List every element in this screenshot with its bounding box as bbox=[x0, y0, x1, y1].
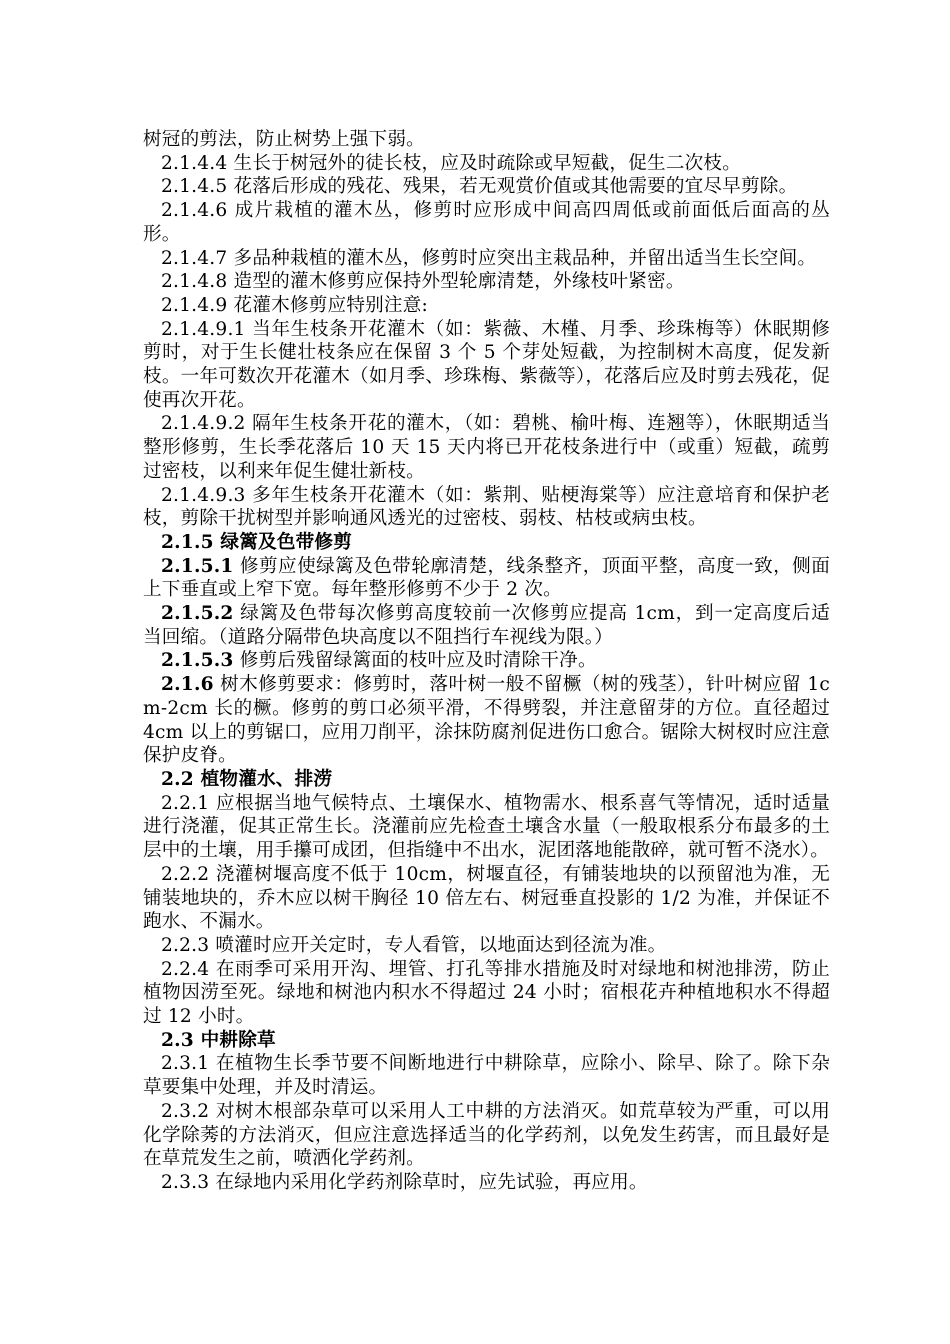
paragraph-text: 2.1.5 绿篱及色带修剪 bbox=[161, 531, 352, 553]
paragraph-text: 2.2.4 在雨季可采用开沟、埋管、打孔等排水措施及时对绿地和树池排涝，防止植物因涝至死。绿地和树池内积水不得超过 24 小时；宿根花卉种植地积水不得超过 12 小时。 bbox=[143, 958, 830, 1028]
paragraph-text: 2.1.4.9 花灌木修剪应特别注意: bbox=[161, 294, 428, 316]
paragraph-text: 2.1.4.9.3 多年生枝条开花灌木（如：紫荆、贴梗海棠等）应注意培育和保护老枝，剪除干扰树型并影响通风透光的过密枝、弱枝、枯枝或病虫枝。 bbox=[143, 484, 830, 530]
paragraph-text: 2.1.4.5 花落后形成的残花、残果，若无观赏价值或其他需要的宜尽早剪除。 bbox=[161, 176, 798, 198]
paragraph-text: 2.1.4.6 成片栽植的灌木丛，修剪时应形成中间高四周低或前面低后面高的丛形。 bbox=[143, 200, 830, 245]
paragraph bbox=[143, 602, 830, 649]
section-heading bbox=[143, 1029, 830, 1053]
paragraph bbox=[143, 412, 830, 483]
paragraph bbox=[143, 199, 830, 246]
paragraph-text: 2.2.3 喷灌时应开关定时，专人看管，以地面达到径流为准。 bbox=[161, 934, 667, 956]
paragraph bbox=[143, 294, 830, 318]
paragraph-text: 2.1.4.9.1 当年生枝条开花灌木（如：紫薇、木槿、月季、珍珠梅等）休眠期修剪时，对于生长健壮枝条应在保留 3 个 5 个芽处短截，为控制树木高度，促发新枝。一年可数次开花灌木（如月季、珍珠梅、紫薇等），花落后应及时剪去残花，促使再次开花。 bbox=[143, 318, 830, 411]
paragraph bbox=[143, 128, 830, 152]
paragraph bbox=[143, 318, 830, 413]
document-body bbox=[143, 128, 830, 1195]
paragraph-text: 树冠的剪法，防止树势上强下弱。 bbox=[143, 129, 425, 150]
paragraph bbox=[143, 1052, 830, 1099]
paragraph-text: 2.1.4.8 造型的灌木修剪应保持外型轮廓清楚，外缘枝叶紧密。 bbox=[161, 271, 685, 293]
paragraph bbox=[143, 484, 830, 531]
paragraph-text: 2.3.2 对树木根部杂草可以采用人工中耕的方法消灭。如荒草较为严重，可以用化学除莠的方法消灭，但应注意选择适当的化学药剂，以免发生药害，而且最好是在草荒发生之前，喷洒化学药剂。 bbox=[143, 1100, 830, 1170]
paragraph bbox=[143, 958, 830, 1029]
paragraph-text: 2.3.1 在植物生长季节要不间断地进行中耕除草，应除小、除早、除了。除下杂草要集中处理，并及时清运。 bbox=[143, 1053, 830, 1099]
paragraph bbox=[143, 1100, 830, 1171]
paragraph-text: 2.3.3 在绿地内采用化学药剂除草时，应先试验，再应用。 bbox=[161, 1171, 648, 1193]
paragraph bbox=[143, 175, 830, 199]
paragraph-text: 2.1.4.9.2 隔年生枝条开花的灌木，（如：碧桃、榆叶梅、连翘等），休眠期适当整形修剪，生长季花落后 10 天 15 天内将已开花枝条进行中（或重）短截，疏剪过密枝，以利来年促生健壮新枝。 bbox=[143, 413, 830, 482]
paragraph-text: 2.1.4.4 生长于树冠外的徒长枝，应及时疏除或早短截，促生二次枝。 bbox=[161, 152, 741, 174]
paragraph bbox=[143, 792, 830, 863]
paragraph-text: 2.1.4.7 多品种栽植的灌木丛，修剪时应突出主栽品种，并留出适当生长空间。 bbox=[161, 247, 817, 269]
paragraph bbox=[143, 649, 830, 673]
paragraph bbox=[143, 1171, 830, 1195]
paragraph-text: 2.2.1 应根据当地气候特点、土壤保水、植物需水、根系喜气等情况，适时适量进行浇灌，促其正常生长。浇灌前应先检查土壤含水量（一般取根系分布最多的土层中的土壤，用手攥可成团，但指缝中不出水，泥团落地能散碎，就可暂不浇水）。 bbox=[143, 792, 830, 862]
paragraph bbox=[143, 863, 830, 934]
paragraph-text: 2.2 植物灌水、排涝 bbox=[161, 768, 333, 790]
section-heading bbox=[143, 768, 830, 792]
section-heading bbox=[143, 531, 830, 555]
paragraph bbox=[143, 555, 830, 602]
paragraph-text: 2.2.2 浇灌树堰高度不低于 10cm，树堰直径，有铺装地块的以预留池为准，无铺装地块的，乔木应以树干胸径 10 倍左右、树冠垂直投影的 1/2 为准，并保证不跑水、不漏水。 bbox=[143, 863, 830, 933]
clause-number: 2.1.5.1 bbox=[161, 555, 234, 577]
clause-number: 2.1.5.3 bbox=[161, 650, 234, 672]
paragraph-text: 树木修剪要求：修剪时，落叶树一般不留橛（树的残茎），针叶树应留 1cm-2cm 长的橛。修剪的剪口必须平滑，不得劈裂，并注意留芽的方位。直径超过 4cm 以上的剪锯口，应用刀削平，涂抹防腐剂促进伤口愈合。锯除大树杈时应注意保护皮脊。 bbox=[143, 674, 830, 767]
paragraph bbox=[143, 152, 830, 176]
paragraph bbox=[143, 934, 830, 958]
clause-number: 2.1.6 bbox=[161, 674, 214, 696]
paragraph bbox=[143, 247, 830, 271]
paragraph-text: 2.3 中耕除草 bbox=[161, 1029, 276, 1051]
paragraph bbox=[143, 270, 830, 294]
paragraph-text: 修剪后残留绿篱面的枝叶应及时清除干净。 bbox=[233, 650, 597, 672]
paragraph-text: 绿篱及色带每次修剪高度较前一次修剪应提高 1cm，到一定高度后适当回缩。（道路分隔带色块高度以不阻挡行车视线为限。） bbox=[143, 603, 830, 648]
paragraph bbox=[143, 673, 830, 768]
clause-number: 2.1.5.2 bbox=[161, 603, 234, 625]
paragraph-text: 修剪应使绿篱及色带轮廓清楚，线条整齐，顶面平整，高度一致，侧面上下垂直或上窄下宽。每年整形修剪不少于 2 次。 bbox=[143, 555, 830, 601]
